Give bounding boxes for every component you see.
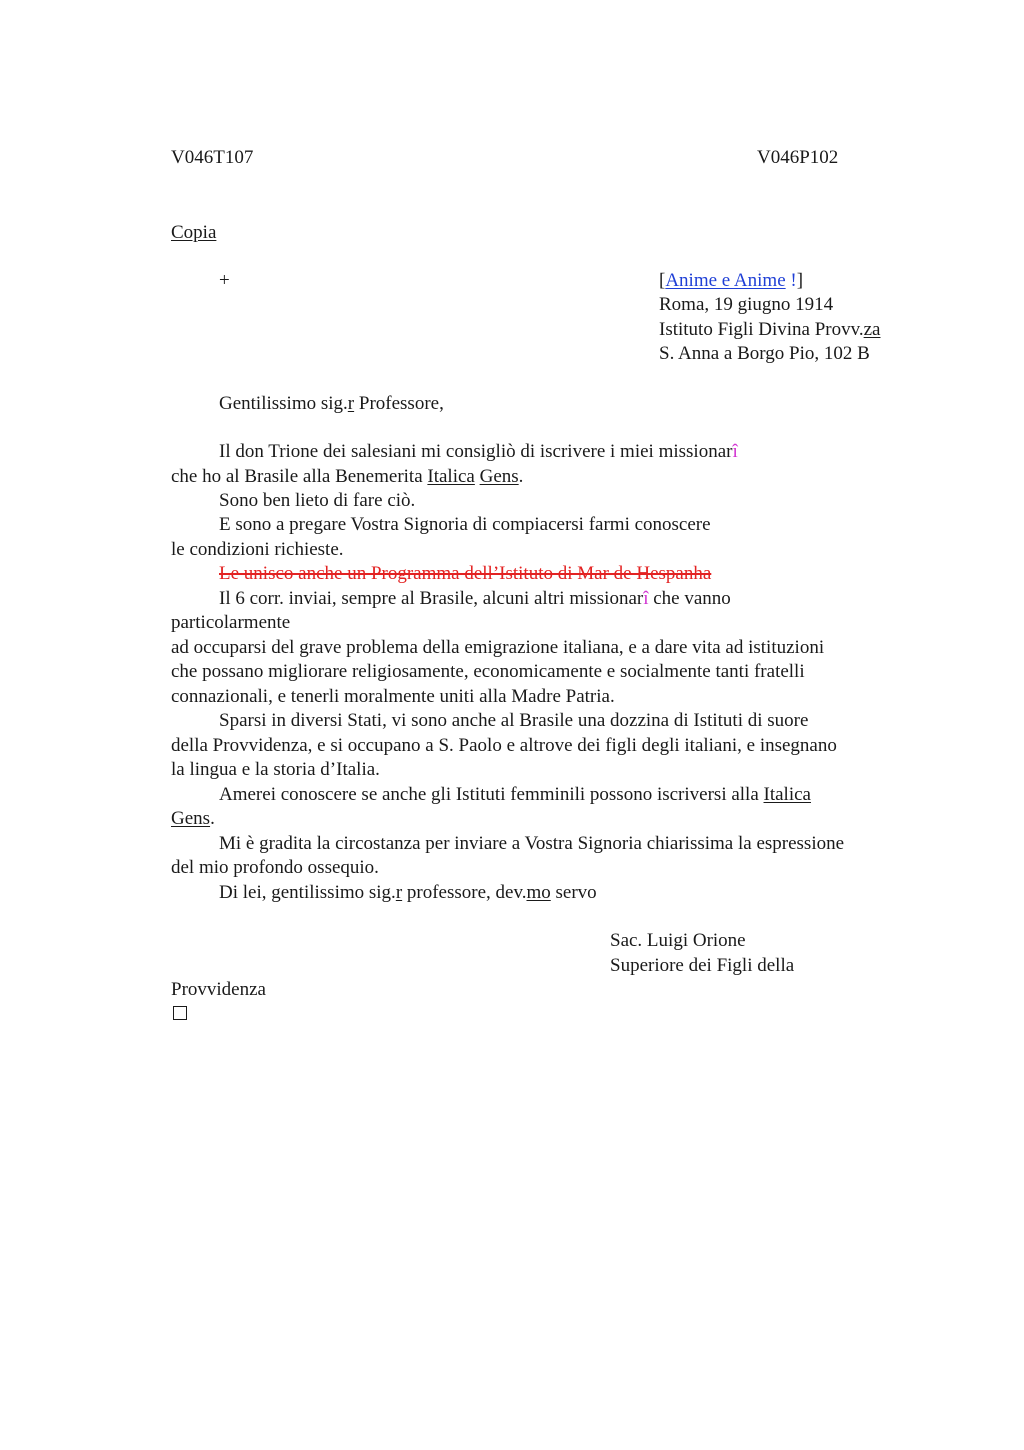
anime-link[interactable]: Anime e Anime bbox=[665, 270, 786, 291]
checkbox-square-icon bbox=[173, 1006, 187, 1020]
cross-mark: + bbox=[219, 270, 230, 291]
closing-line: Di lei, gentilissimo sig.r professore, dev.mo servo bbox=[219, 882, 597, 903]
accent-mark: î bbox=[732, 441, 738, 462]
signature-title: Superiore dei Figli della bbox=[610, 955, 795, 976]
paragraph-line: Il don Trione dei salesiani mi consigliò di iscrivere i miei missionarî bbox=[219, 441, 738, 462]
paragraph-line: della Provvidenza, e si occupano a S. Paolo e altrove dei figli degli italiani, e insegnano bbox=[171, 735, 837, 756]
bracket-close: ] bbox=[796, 270, 804, 291]
salutation: Gentilissimo sig.r Professore, bbox=[219, 393, 444, 414]
paragraph-line: Gens. bbox=[171, 808, 215, 829]
italica-word: Italica bbox=[427, 466, 475, 487]
signature-title-cont: Provvidenza bbox=[171, 979, 266, 1000]
paragraph-line: Il 6 corr. inviai, sempre al Brasile, alcuni altri missionarî che vanno bbox=[219, 588, 731, 609]
accent-mark: î bbox=[643, 588, 649, 609]
right-code: V046P102 bbox=[757, 147, 839, 168]
paragraph-line: del mio profondo ossequio. bbox=[171, 857, 379, 878]
paragraph-line: E sono a pregare Vostra Signoria di compiacersi farmi conoscere bbox=[219, 514, 711, 535]
paragraph-line: Sparsi in diversi Stati, vi sono anche al Brasile una dozzina di Istituti di suore bbox=[219, 710, 809, 731]
paragraph-line: particolarmente bbox=[171, 612, 291, 633]
annotation-line bbox=[659, 269, 803, 293]
paragraph-line: la lingua e la storia d’Italia. bbox=[171, 759, 380, 780]
italica-word: Italica bbox=[763, 784, 811, 805]
gens-word: Gens bbox=[479, 466, 519, 487]
copia-label: Copia bbox=[171, 222, 217, 243]
institute-abbrev: za bbox=[863, 319, 881, 340]
paragraph-line: Amerei conoscere se anche gli Istituti femminili possono iscriversi alla Italica bbox=[219, 784, 811, 805]
paragraph-line: connazionali, e tenerli moralmente uniti alla Madre Patria. bbox=[171, 686, 615, 707]
date-line: Roma, 19 giugno 1914 bbox=[659, 294, 834, 315]
exclamation: ! bbox=[790, 270, 797, 291]
paragraph-line: ad occuparsi del grave problema della emigrazione italiana, e a dare vita ad istituzioni bbox=[171, 637, 825, 658]
paragraph-line: le condizioni richieste. bbox=[171, 539, 344, 560]
institute-line: Istituto Figli Divina Provv.za bbox=[659, 319, 881, 340]
struck-line: Le unisco anche un Programma dell’Istituto di Mar de Hespanha bbox=[219, 563, 712, 584]
bracket-open: [ bbox=[659, 270, 666, 291]
paragraph-line: che ho al Brasile alla Benemerita Italica Gens. bbox=[171, 466, 524, 487]
signature-name: Sac. Luigi Orione bbox=[610, 930, 746, 951]
street-line: S. Anna a Borgo Pio, 102 B bbox=[659, 343, 870, 364]
paragraph-line: che possano migliorare religiosamente, economicamente e socialmente tanti fratelli bbox=[171, 661, 805, 682]
paragraph-line: Mi è gradita la circostanza per inviare a Vostra Signoria chiarissima la espressione bbox=[219, 833, 845, 854]
gens-word: Gens bbox=[171, 808, 211, 829]
left-code: V046T107 bbox=[171, 147, 254, 168]
paragraph-line: Sono ben lieto di fare ciò. bbox=[219, 490, 416, 511]
